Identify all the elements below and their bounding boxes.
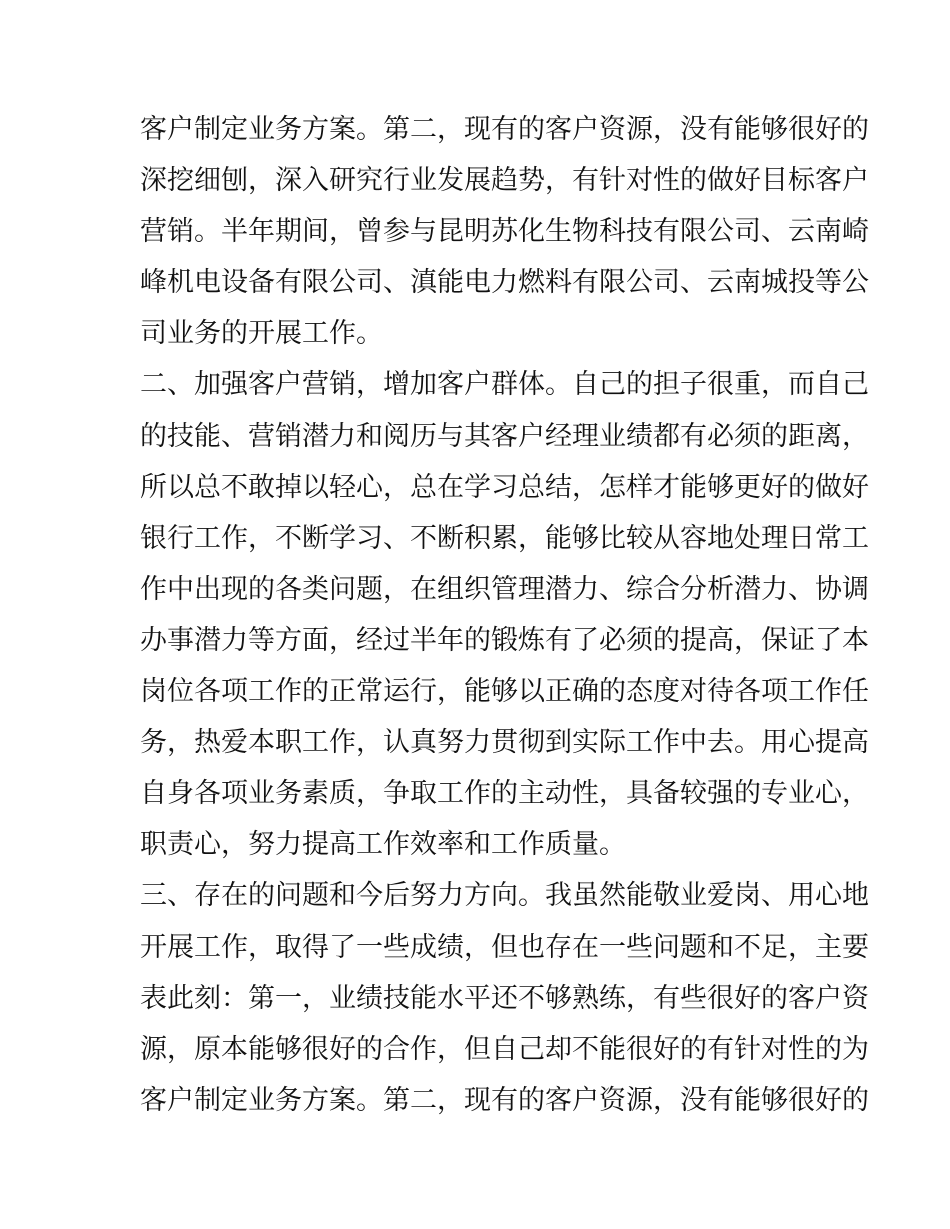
text-line: 办事潜力等方面，经过半年的锻炼有了必须的提高，保证了本 [140, 624, 869, 656]
text-line: 表此刻：第一，业绩技能水平还不够熟练，有些很好的客户资 [140, 982, 869, 1014]
text-line: 开展工作，取得了一些成绩，但也存在一些问题和不足，主要 [140, 931, 869, 963]
text-line: 客户制定业务方案。第二，现有的客户资源，没有能够很好的 [140, 1084, 869, 1116]
document-body [140, 104, 869, 1126]
text-line: 司业务的开展工作。 [140, 318, 383, 350]
text-line: 自身各项业务素质，争取工作的主动性，具备较强的专业心， [140, 778, 869, 810]
text-line: 务，热爱本职工作，认真努力贯彻到实际工作中去。用心提高 [140, 727, 869, 759]
text-line: 二、加强客户营销，增加客户群体。自己的担子很重，而自己 [140, 369, 869, 401]
text-line: 岗位各项工作的正常运行，能够以正确的态度对待各项工作任 [140, 676, 869, 708]
text-line: 银行工作，不断学习、不断积累，能够比较从容地处理日常工 [140, 522, 869, 554]
text-line: 所以总不敢掉以轻心，总在学习总结，怎样才能够更好的做好 [140, 471, 869, 503]
text-line: 客户制定业务方案。第二，现有的客户资源，没有能够很好的 [140, 114, 869, 145]
text-line: 峰机电设备有限公司、滇能电力燃料有限公司、云南城投等公 [140, 267, 869, 299]
text-line: 营销。半年期间，曾参与昆明苏化生物科技有限公司、云南崎 [140, 216, 869, 248]
text-line: 三、存在的问题和今后努力方向。我虽然能敬业爱岗、用心地 [140, 880, 869, 912]
text-line: 作中出现的各类问题，在组织管理潜力、综合分析潜力、协调 [140, 573, 869, 605]
text-line: 源，原本能够很好的合作，但自己却不能很好的有针对性的为 [140, 1033, 869, 1065]
text-line: 职责心，努力提高工作效率和工作质量。 [140, 829, 626, 861]
text-line: 的技能、营销潜力和阅历与其客户经理业绩都有必须的距离， [140, 420, 869, 452]
text-line: 深挖细刨，深入研究行业发展趋势，有针对性的做好目标客户 [140, 165, 869, 197]
